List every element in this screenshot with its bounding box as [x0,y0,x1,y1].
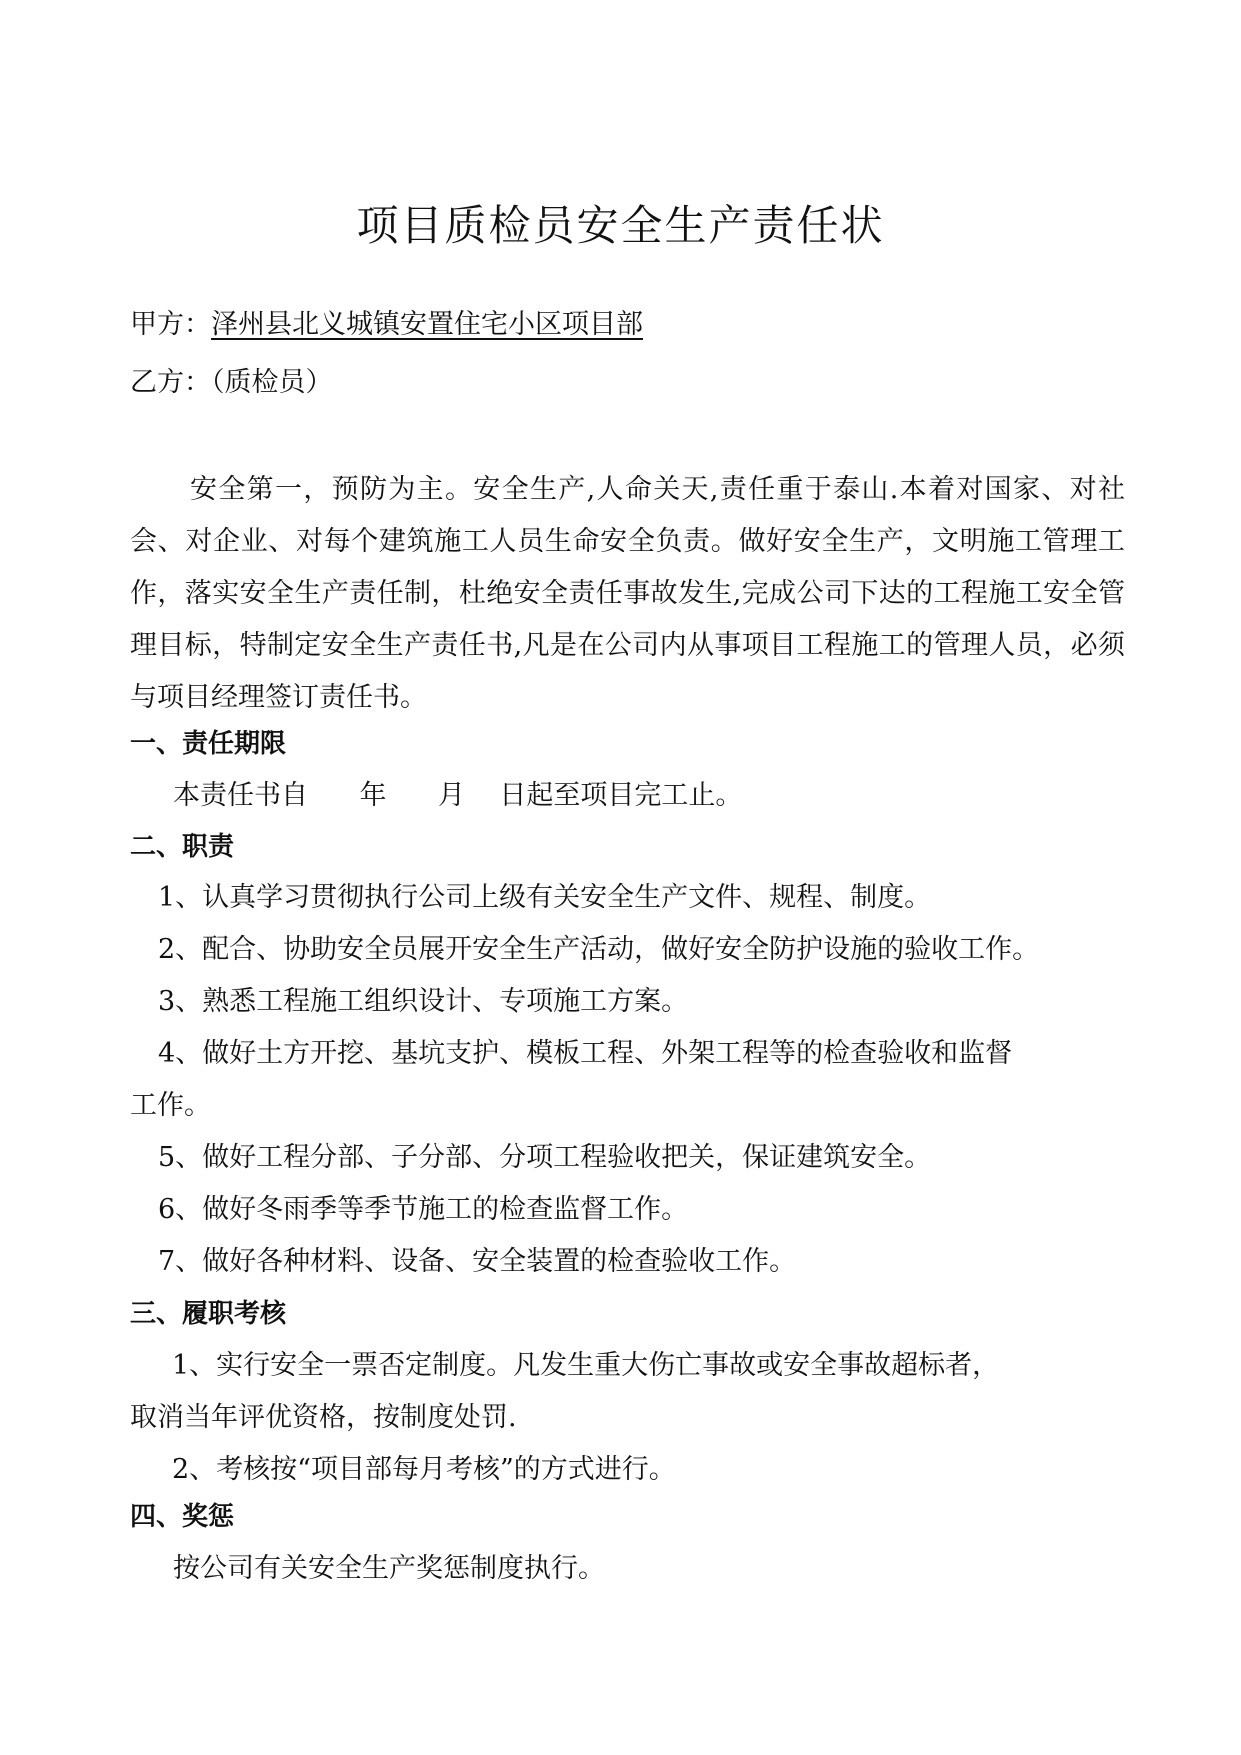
party-b-line [130,363,1120,403]
party-b-value: （质检员） [211,367,333,398]
duty-item: 6、做好冬雨季等季节施工的检查监督工作。 [158,1194,689,1225]
assessment-item-continuation: 取消当年评优资格，按制度处罚. [130,1402,517,1433]
duty-item: 4、做好土方开挖、基坑支护、模板工程、外架工程等的检查验收和监督 [158,1038,1013,1069]
party-a-label: 甲方： [130,309,211,340]
duty-item: 3、熟悉工程施工组织设计、专项施工方案。 [158,986,689,1017]
section-heading-term: 一、责任期限 [130,729,287,759]
section-heading-duties: 二、职责 [130,832,235,862]
assessment-item: 1、实行安全一票否定制度。凡发生重大伤亡事故或安全事故超标者， [172,1350,1000,1381]
party-a-line [130,305,1120,345]
duty-item: 7、做好各种材料、设备、安全装置的检查验收工作。 [158,1246,797,1277]
duty-item: 2、配合、协助安全员展开安全生产活动，做好安全防护设施的验收工作。 [158,934,1040,965]
term-text: 本责任书自 年 月 日起至项目完工止。 [173,780,743,811]
section-heading-reward: 四、奖惩 [130,1502,235,1532]
party-b-label: 乙方： [130,367,211,398]
duty-item: 5、做好工程分部、子分部、分项工程验收把关，保证建筑安全。 [158,1142,932,1173]
intro-paragraph: 安全第一，预防为主。安全生产,人命关天,责任重于泰山.本着对国家、对社会、对企业、对每个建筑施工人员生命安全负责。做好安全生产，文明施工管理工作，落实安全生产责任制，杜绝安全责任事故发生,完成公司下达的工程施工安全管理目标，特制定安全生产责任书,凡是在公司内从事项目工程施工的管理人员，必须与项目经理签订责任书。 [130,474,1125,713]
duty-item-continuation: 工作。 [130,1090,211,1121]
assessment-item: 2、考核按“项目部每月考核”的方式进行。 [172,1454,676,1485]
section-heading-assessment: 三、履职考核 [130,1299,287,1329]
document-title: 项目质检员安全生产责任状 [356,201,885,250]
party-a-value: 泽州县北义城镇安置住宅小区项目部 [211,309,643,340]
reward-text: 按公司有关安全生产奖惩制度执行。 [173,1553,605,1584]
duty-item: 1、认真学习贯彻执行公司上级有关安全生产文件、规程、制度。 [158,882,932,913]
